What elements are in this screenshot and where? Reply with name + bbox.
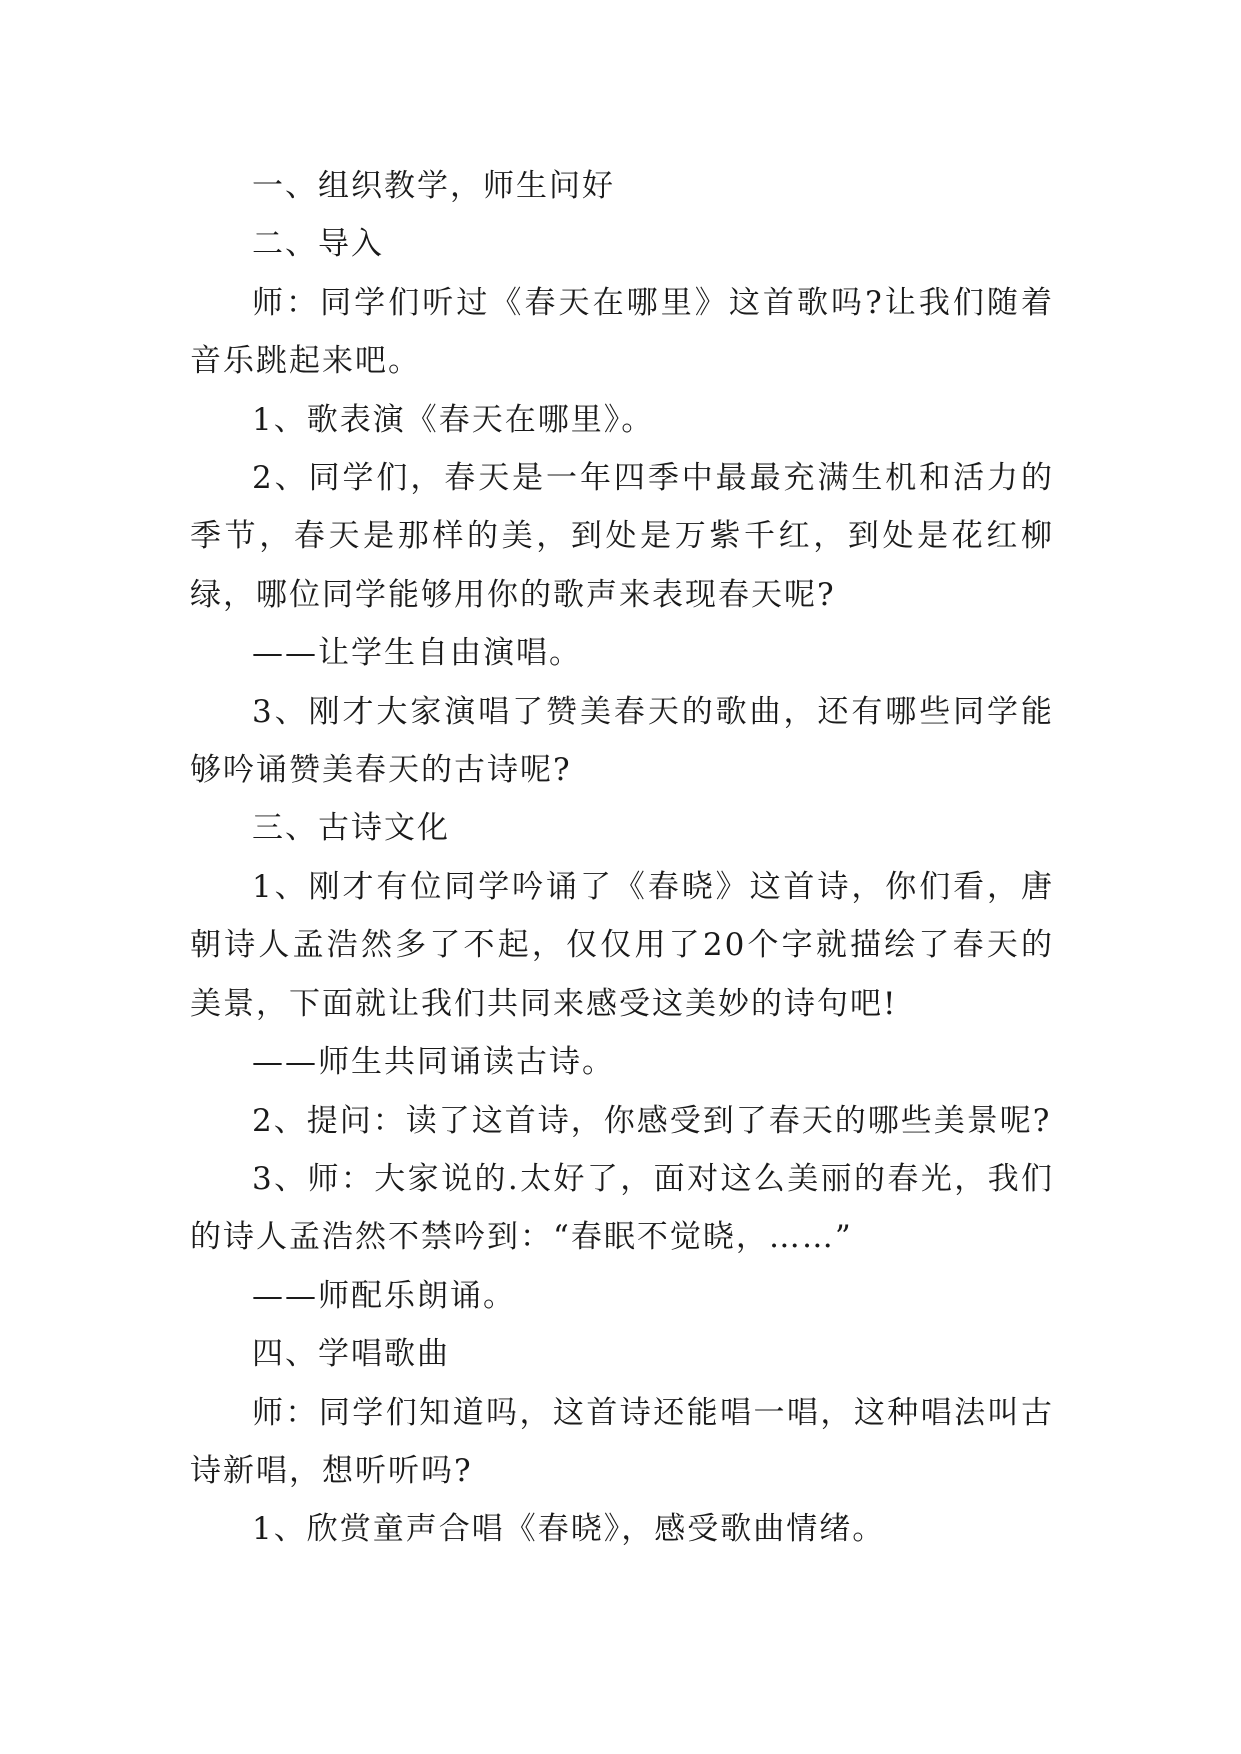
paragraph-poem-recitation-question: 3、刚才大家演唱了赞美春天的歌曲，还有哪些同学能够吟诵赞美春天的古诗呢? [190, 693, 1054, 789]
paragraph-new-singing: 师：同学们知道吗，这首诗还能唱一唱，这种唱法叫古诗新唱，想听听吗? [190, 1394, 1054, 1489]
paragraph-poet-quote: 3、师：大家说的.太好了，面对这么美丽的春光，我们的诗人孟浩然不禁吟到：“春眠不觉晓，……” [190, 1160, 1054, 1256]
heading-learn-song: 四、学唱歌曲 [252, 1336, 450, 1373]
heading-organize-teaching: 一、组织教学，师生问好 [252, 168, 615, 204]
paragraph-free-singing: ——让学生自由演唱。 [252, 635, 582, 672]
paragraph-appreciate-chorus: 1、欣赏童声合唱《春晓》，感受歌曲情绪。 [252, 1511, 886, 1548]
heading-ancient-poetry: 三、古诗文化 [252, 810, 450, 847]
paragraph-chunxiao-intro: 1、刚才有位同学吟诵了《春晓》这首诗，你们看，唐朝诗人孟浩然多了不起，仅仅用了20个字就描绘了春天的美景，下面就让我们共同来感受这美妙的诗句吧! [190, 868, 1054, 1022]
heading-introduction: 二、导入 [252, 226, 384, 263]
paragraph-music-recitation: ——师配乐朗诵。 [252, 1277, 516, 1314]
paragraph-joint-reading: ——师生共同诵读古诗。 [252, 1044, 615, 1081]
paragraph-spring-description: 2、同学们，春天是一年四季中最最充满生机和活力的季节，春天是那样的美，到处是万紫千红，到处是花红柳绿，哪位同学能够用你的歌声来表现春天呢? [190, 460, 1054, 613]
paragraph-question-scenery: 2、提问：读了这首诗，你感受到了春天的哪些美景呢? [252, 1102, 1052, 1139]
paragraph-teacher-question: 师：同学们听过《春天在哪里》这首歌吗?让我们随着音乐跳起来吧。 [190, 284, 1054, 380]
paragraph-song-performance: 1、歌表演《春天在哪里》。 [252, 401, 655, 438]
document-body [190, 157, 1054, 1559]
